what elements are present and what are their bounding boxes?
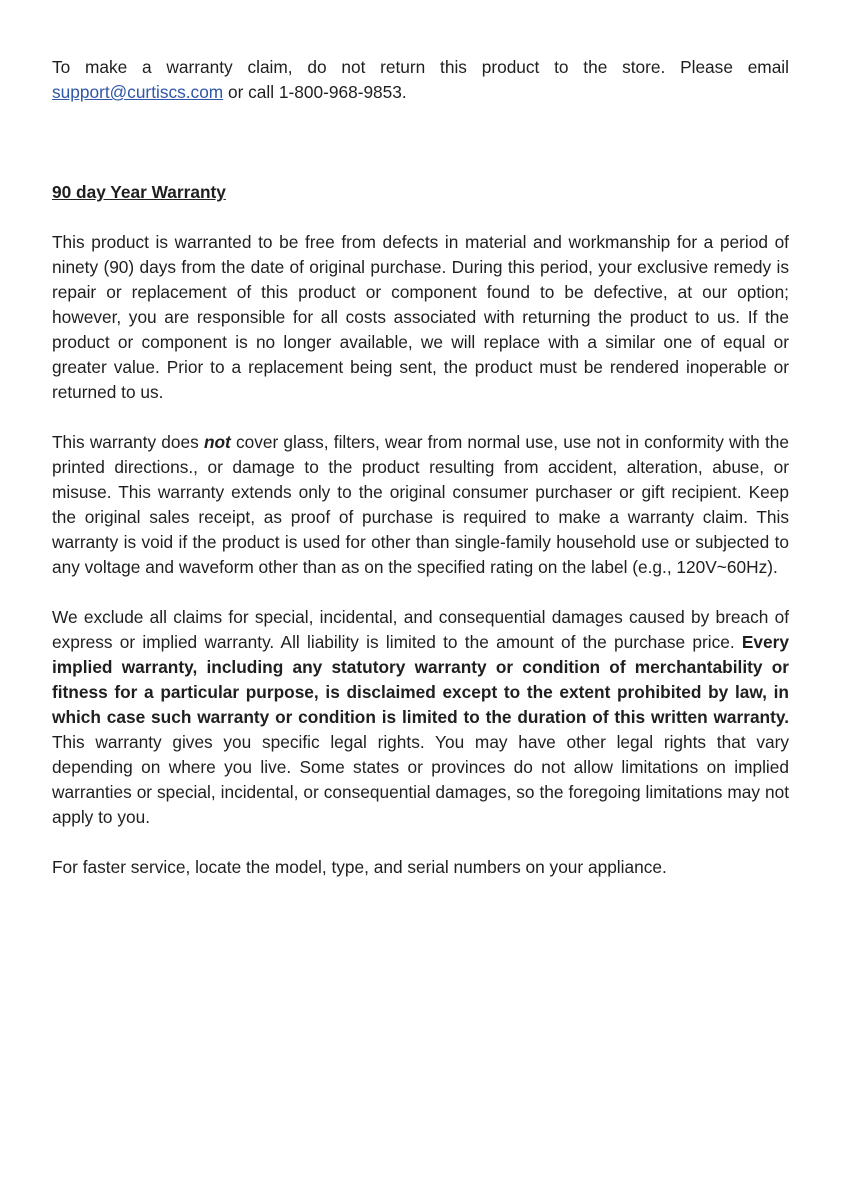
exclusions-emphasis: not [203,432,231,452]
service-note-paragraph: For faster service, locate the model, type, and serial numbers on your appliance. [52,857,667,877]
liability-text-after: This warranty gives you specific legal rights. You may have other legal rights that vary depending on where you live. Some states or provinces do not allow limitations on implied warranties or special, incidental, or consequential damages, so the foregoing limitations may not apply to you. [52,732,789,827]
claim-text-before: To make a warranty claim, do not return this product to the store. Please email [52,57,789,77]
exclusions-text-after: cover glass, filters, wear from normal use, use not in conformity with the printed directions., or damage to the product resulting from accident, alteration, abuse, or misuse. This warranty extends only to the original consumer purchaser or gift recipient. Keep the original sales receipt, as proof of purchase is required to make a warranty claim. This warranty is void if the product is used for other than single-family household use or subjected to any voltage and waveform other than as on the specified rating on the label (e.g., 120V~60Hz). [52,432,789,577]
claim-text-after: or call 1-800-968-9853. [223,82,407,102]
claim-instructions [52,55,789,105]
liability-text-before: We exclude all claims for special, incidental, and consequential damages caused by breach of express or implied warranty. All liability is limited to the amount of the purchase price. [52,607,789,652]
support-email-link[interactable]: support@curtiscs.com [52,82,224,102]
liability-paragraph [52,605,789,830]
warranty-page [52,55,789,880]
exclusions-text-before: This warranty does [52,432,204,452]
warranty-exclusions-paragraph [52,430,789,580]
implied-warranty-disclaimer: Every implied warranty, including any statutory warranty or condition of merchantability or fitness for a particular purpose, is disclaimed except to the extent prohibited by law, in which case such warranty or condition is limited to the duration of this written warranty. [52,632,789,727]
warranty-heading: 90 day Year Warranty [52,182,226,202]
warranty-coverage-paragraph: This product is warranted to be free from defects in material and workmanship for a period of ninety (90) days from the date of original purchase. During this period, your exclusive remedy is repair or replacement of this product or component found to be defective, at our option; however, you are responsible for all costs associated with returning the product to us. If the product or component is no longer available, we will replace with a similar one of equal or greater value. Prior to a replacement being sent, the product must be rendered inoperable or returned to us. [52,232,789,402]
